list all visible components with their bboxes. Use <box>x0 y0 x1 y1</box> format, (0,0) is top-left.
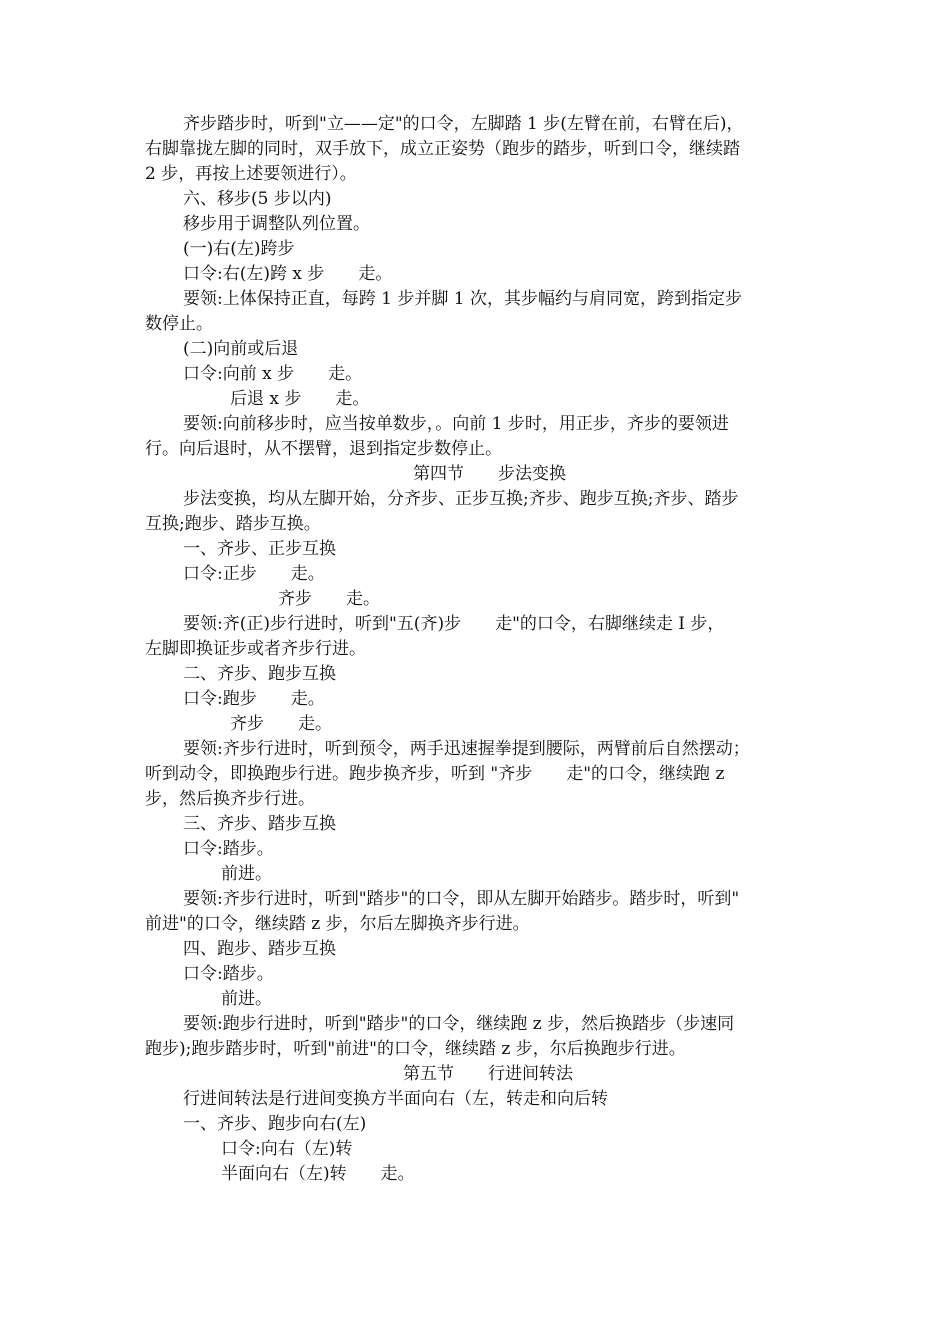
command-line: 半面向右（左)转 走。 <box>221 1164 415 1184</box>
text-line: 行。向后退时，从不摆臂，退到指定步数停止。 <box>145 439 502 459</box>
text-line: 移步用于调整队列位置。 <box>183 214 370 234</box>
text-line: 左脚即换证步或者齐步行进。 <box>145 639 366 659</box>
command-line: 口令:踏步。 <box>183 964 274 984</box>
section-heading: 二、齐步、跑步互换 <box>183 664 336 684</box>
command-line: 口令:右(左)跨 x 步 走。 <box>183 264 393 284</box>
command-line: 口令:跑步 走。 <box>183 689 325 709</box>
command-line: 齐步 走。 <box>278 589 380 609</box>
text-line: 数停止。 <box>145 314 213 334</box>
text-line: 步法变换，均从左脚开始，分齐步、正步互换;齐步、跑步互换;齐步、踏步 <box>183 489 739 509</box>
text-line: 齐步踏步时，听到"立——定"的口令，左脚踏 1 步(左臂在前，右臂在后)， <box>183 114 744 134</box>
text-line: 右脚靠拢左脚的同时，双手放下，成立正姿势（跑步的踏步，听到口令，继续踏 <box>145 139 740 159</box>
text-line: 听到动令，即换跑步行进。跑步换齐步，听到 "齐步 走"的口令，继续跑 z <box>145 764 725 784</box>
command-line: 口令:向前 x 步 走。 <box>183 364 363 384</box>
text-line: 跑步);跑步踏步时，听到"前进"的口令，继续踏 z 步，尔后换跑步行进。 <box>145 1039 686 1059</box>
command-line: 前进。 <box>221 989 272 1009</box>
command-line: 口令:正步 走。 <box>183 564 325 584</box>
command-line: 口令:踏步。 <box>183 839 274 859</box>
text-line: 要领:齐(正)步行进时，听到"五(齐)步 走"的口令，右脚继续走 I 步， <box>183 614 725 634</box>
command-line: 齐步 走。 <box>230 714 332 734</box>
text-line: 2 步，再按上述要领进行）。 <box>145 164 357 184</box>
chapter-heading: 第五节 行进间转法 <box>403 1064 573 1084</box>
subsection-heading: (一)右(左)跨步 <box>183 239 295 259</box>
section-heading: 四、跑步、踏步互换 <box>183 939 336 959</box>
text-line: 要领:上体保持正直，每跨 1 步并脚 1 次，其步幅约与肩同宽，跨到指定步 <box>183 289 742 309</box>
section-heading: 六、移步(5 步以内) <box>183 189 332 209</box>
text-line: 步，然后换齐步行进。 <box>145 789 315 809</box>
section-heading: 一、齐步、正步互换 <box>183 539 336 559</box>
chapter-heading: 第四节 步法变换 <box>413 464 566 484</box>
section-heading: 三、齐步、踏步互换 <box>183 814 336 834</box>
subsection-heading: (二)向前或后退 <box>183 339 299 359</box>
text-line: 前进"的口令，继续踏 z 步，尔后左脚换齐步行进。 <box>145 914 530 934</box>
text-line: 要领:齐步行进时，听到"踏步"的口令，即从左脚开始踏步。踏步时，听到" <box>183 889 740 909</box>
text-line: 要领:齐步行进时，听到预令，两手迅速握拳提到腰际，两臂前后自然摆动； <box>183 739 750 759</box>
text-line: 要领:向前移步时，应当按单数步，。向前 1 步时，用正步，齐步的要领进 <box>183 414 729 434</box>
section-heading: 一、齐步、跑步向右(左) <box>183 1114 367 1134</box>
command-line: 前进。 <box>221 864 272 884</box>
text-line: 行进间转法是行进间变换方半面向右（左，转走和向后转 <box>183 1089 608 1109</box>
text-line: 要领:跑步行进时，听到"踏步"的口令，继续跑 z 步，然后换踏步（步速同 <box>183 1014 735 1034</box>
command-line: 口令:向右（左)转 <box>221 1139 353 1159</box>
command-line: 后退 x 步 走。 <box>230 389 370 409</box>
text-line: 互换;跑步、踏步互换。 <box>145 514 321 534</box>
